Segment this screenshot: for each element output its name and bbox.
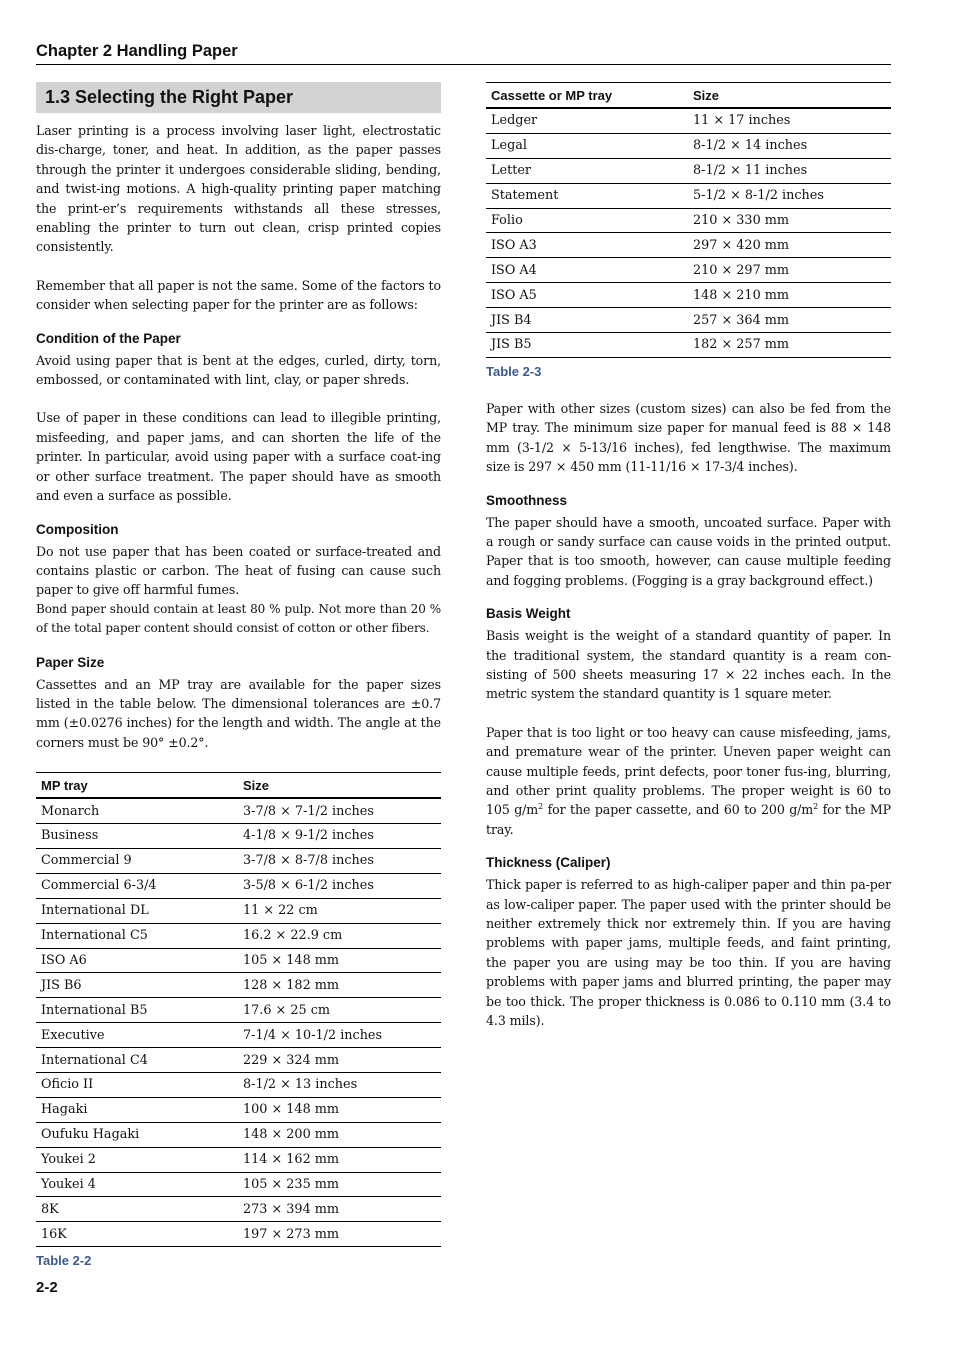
paper-name-cell: Business [36,824,238,849]
paper-name-cell: Letter [486,158,688,183]
condition-paragraph-2: Use of paper in these conditions can lead to illegible printing, misfeeding, and paper jams, and can shorten the life of the printer. In particular, avoid using paper with a surface coat-ing or other surface treatment. The paper should have as smooth and even a surface as possible. [36,410,441,504]
table-row [36,824,441,849]
column-header: MP tray [36,773,238,799]
table-row [36,1197,441,1222]
intro-paragraph-2: Remember that all paper is not the same. Some of the factors to consider when selecting paper for the printer are as follows: [36,277,441,313]
paper-name-cell: Oufuku Hagaki [36,1122,238,1147]
paper-size-cell: 197 × 273 mm [238,1222,441,1247]
chapter-header [36,40,891,65]
paper-size-cell: 11 × 22 cm [238,898,441,923]
condition-heading: Condition of the Paper [36,330,181,346]
paper-name-cell: Commercial 6-3/4 [36,873,238,898]
column-header: Size [238,773,441,799]
paper-size-cell: 148 × 210 mm [688,283,891,308]
paper-name-cell: International B5 [36,998,238,1023]
page-number: 2-2 [36,1279,58,1296]
table-row [486,158,891,183]
paper-name-cell: ISO A6 [36,948,238,973]
paper-name-cell: 16K [36,1222,238,1247]
paper-size-cell: 257 × 364 mm [688,308,891,333]
paper-name-cell: Ledger [486,108,688,133]
section-title: 1.3 Selecting the Right Paper [36,82,441,113]
paper-name-cell: International C4 [36,1048,238,1073]
paper-name-cell: Monarch [36,798,238,823]
paper-size-cell: 273 × 394 mm [238,1197,441,1222]
table-row [36,1072,441,1097]
composition-heading: Composition [36,521,119,537]
paper-name-cell: International C5 [36,923,238,948]
smoothness-paragraph: The paper should have a smooth, uncoated surface. Paper with a rough or sandy surface can cause voids in the printed output. Paper that is too smooth, however, can cause multiple feeding and fogging problems. (Fogging is a gray background effect.) [486,514,891,588]
thickness-heading: Thickness (Caliper) [486,855,611,871]
paper-name-cell: Executive [36,1023,238,1048]
table-row [486,333,891,358]
paper-name-cell: Commercial 9 [36,848,238,873]
table-row [486,258,891,283]
paper-name-cell: International DL [36,898,238,923]
condition-paragraph-1: Avoid using paper that is bent at the edges, curled, dirty, torn, embossed, or contaminated with lint, clay, or paper shreds. [36,352,441,388]
paper-name-cell: 8K [36,1197,238,1222]
paper-size-cell: 3-7/8 × 7-1/2 inches [238,798,441,823]
composition-paragraph: Do not use paper that has been coated or surface-treated and contains plastic or carbon. The heat of fusing can cause such paper to give off harmful fumes. [36,543,441,598]
table-row [486,133,891,158]
paper-name-cell: ISO A3 [486,233,688,258]
cassette-size-table [486,82,891,358]
paper-size-cell: 114 × 162 mm [238,1147,441,1172]
column-header: Cassette or MP tray [486,83,688,109]
table-row [486,208,891,233]
paper-name-cell: ISO A5 [486,283,688,308]
basis-weight-heading: Basis Weight [486,606,571,622]
paper-size-cell: 5-1/2 × 8-1/2 inches [688,183,891,208]
table-row [36,998,441,1023]
table-header-row [36,773,441,799]
paper-name-cell: ISO A4 [486,258,688,283]
paper-size-cell: 7-1/4 × 10-1/2 inches [238,1023,441,1048]
paper-name-cell: JIS B6 [36,973,238,998]
table-row [36,973,441,998]
table-row [36,1147,441,1172]
paper-name-cell: Statement [486,183,688,208]
paper-size-cell: 128 × 182 mm [238,973,441,998]
table-row [486,183,891,208]
paper-name-cell: JIS B4 [486,308,688,333]
paper-size-cell: 8-1/2 × 13 inches [238,1072,441,1097]
table-row [36,873,441,898]
table-row [36,898,441,923]
paper-size-cell: 16.2 × 22.9 cm [238,923,441,948]
paper-size-cell: 8-1/2 × 11 inches [688,158,891,183]
paper-size-cell: 148 × 200 mm [238,1122,441,1147]
mp-tray-size-table [36,772,441,1247]
paper-size-cell: 100 × 148 mm [238,1097,441,1122]
paper-size-cell: 3-5/8 × 6-1/2 inches [238,873,441,898]
table-header-row [486,83,891,109]
paper-size-cell: 105 × 148 mm [238,948,441,973]
table-row [486,108,891,133]
paper-name-cell: Folio [486,208,688,233]
paper-size-heading: Paper Size [36,654,105,670]
table-row [36,1048,441,1073]
table-row [36,1172,441,1197]
paper-size-cell: 229 × 324 mm [238,1048,441,1073]
left-column [36,82,441,1268]
paper-size-cell: 297 × 420 mm [688,233,891,258]
table-row [36,948,441,973]
paper-name-cell: Hagaki [36,1097,238,1122]
basis-weight-paragraph-1: Basis weight is the weight of a standard quantity of paper. In the traditional system, the standard quantity is a ream con-sisting of 500 sheets measuring 17 × 22 inches each. In the metric system the standard quantity is 1 square meter. [486,628,891,702]
paper-name-cell: Youkei 4 [36,1172,238,1197]
paper-name-cell: Oficio II [36,1072,238,1097]
table-row [36,1122,441,1147]
table-row [36,848,441,873]
paper-size-cell: 4-1/8 × 9-1/2 inches [238,824,441,849]
paper-size-cell: 11 × 17 inches [688,108,891,133]
custom-sizes-paragraph: Paper with other sizes (custom sizes) can also be fed from the MP tray. The minimum size paper for manual feed is 88 × 148 mm (3-1/2 × 5-13/16 inches), fed lengthwise. The maximum size is 297 × 450 mm (11-11/16 × 17-3/4 inches). [486,400,891,475]
paper-name-cell: JIS B5 [486,333,688,358]
table-row [36,1097,441,1122]
thickness-paragraph: Thick paper is referred to as high-caliper paper and thin pa-per as low-caliper paper. The paper used with the printer should be neither extremely thick nor extremely thin. If you are having problems with paper jams, multiple feeds, and faint printing, the paper you are using may be too thin. If you are having problems with paper jams and blurred printing, the paper may be too thick. The proper thickness is 0.086 to 0.110 mm (3.4 to 4.3 mils). [486,877,891,1029]
chapter-title: Chapter 2 Handling Paper [36,42,238,60]
table-row [36,798,441,823]
table-row [36,1023,441,1048]
composition-note: Bond paper should contain at least 80 % pulp. Not more than 20 % of the total paper content should consist of cotton or other fibers. [36,601,441,636]
table-caption: Table 2-2 [36,1253,92,1269]
column-header: Size [688,83,891,109]
paper-size-cell: 182 × 257 mm [688,333,891,358]
paper-size-cell: 3-7/8 × 8-7/8 inches [238,848,441,873]
paper-size-cell: 8-1/2 × 14 inches [688,133,891,158]
paper-size-cell: 210 × 330 mm [688,208,891,233]
smoothness-heading: Smoothness [486,492,568,508]
table-row [486,308,891,333]
right-column [486,82,891,1030]
basis-weight-paragraph-2: Paper that is too light or too heavy can cause misfeeding, jams, and premature wear of the printer. Uneven paper weight can cause multiple feeds, print defects, poor toner fus-ing, blurring, and other print quality problems. The proper weight is 60 to 105 $g/m^2$ for the paper cassette, and 60 to 200 $g/m^2$ for the MP tray. [486,724,891,837]
table-row [486,233,891,258]
paper-name-cell: Youkei 2 [36,1147,238,1172]
table-row [36,1222,441,1247]
table-row [36,923,441,948]
paper-size-cell: 210 × 297 mm [688,258,891,283]
paper-size-cell: 17.6 × 25 cm [238,998,441,1023]
paper-size-cell: 105 × 235 mm [238,1172,441,1197]
paper-size-paragraph: Cassettes and an MP tray are available for the paper sizes listed in the table below. The dimensional tolerances are ±0.7 mm (±0.0276 inches) for the length and width. The angle at the corners must be 90° ±0.2°. [36,676,441,750]
intro-paragraph-1: Laser printing is a process involving laser light, electrostatic dis-charge, toner, and heat. In addition, as the paper passes through the printer it undergoes considerable sliding, bending, and twist-ing motions. A high-quality printing paper matching the print-er’s requirements withstands all these stresses, enabling the printer to turn out clean, crisp printed copies consistently. [36,123,441,255]
table-row [486,283,891,308]
table-caption: Table 2-3 [486,363,542,379]
paper-name-cell: Legal [486,133,688,158]
